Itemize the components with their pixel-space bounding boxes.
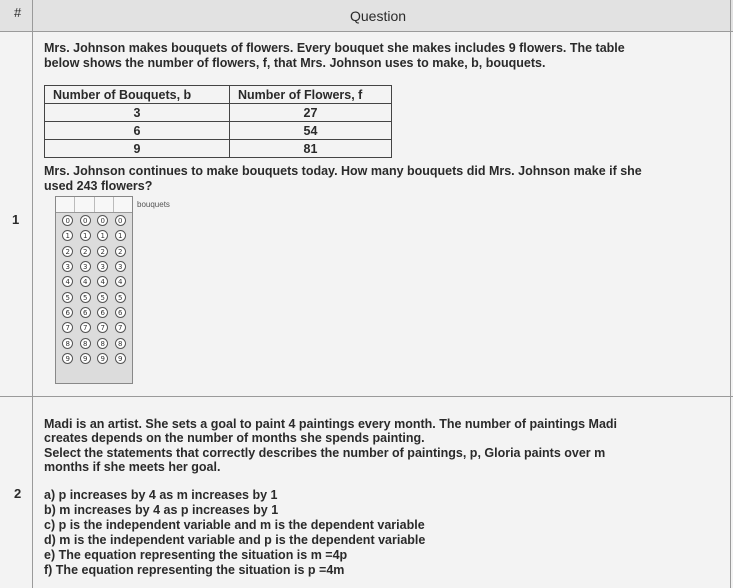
option-a[interactable]: a) p increases by 4 as m increases by 1 xyxy=(44,488,278,502)
digit-bubble[interactable]: 5 xyxy=(62,292,73,303)
bubble-row xyxy=(56,289,132,304)
bubble-row xyxy=(56,320,132,335)
digit-bubble[interactable]: 4 xyxy=(115,276,126,287)
table-row xyxy=(45,122,392,140)
q2-text-line-2: creates depends on the number of months she spends painting. xyxy=(44,431,425,445)
digit-bubble[interactable]: 0 xyxy=(97,215,108,226)
question-2-number: 2 xyxy=(14,486,22,501)
q1-text-line-1: Mrs. Johnson makes bouquets of flowers. Every bouquet she makes includes 9 flowers. The table xyxy=(44,41,625,55)
bubble-row xyxy=(56,351,132,366)
table-cell: 9 xyxy=(45,140,230,158)
column-divider xyxy=(32,0,33,588)
digit-bubble[interactable]: 1 xyxy=(97,230,108,241)
table-cell: 27 xyxy=(230,104,392,122)
grid-label: bouquets xyxy=(137,200,170,209)
digit-bubble[interactable]: 3 xyxy=(62,261,73,272)
q2-text-line-1: Madi is an artist. She sets a goal to paint 4 paintings every month. The number of paintings Madi xyxy=(44,417,618,431)
table-header-bouquets: Number of Bouquets, b xyxy=(45,86,230,104)
bubble-row xyxy=(56,274,132,289)
digit-bubble[interactable]: 3 xyxy=(115,261,126,272)
bubble-row xyxy=(56,244,132,259)
digit-bubble[interactable]: 7 xyxy=(80,322,91,333)
question-column-header: Question xyxy=(350,8,407,24)
table-header-flowers: Number of Flowers, f xyxy=(230,86,392,104)
answer-entry-boxes[interactable] xyxy=(56,197,132,213)
digit-bubble[interactable]: 7 xyxy=(97,322,108,333)
q1-text-line-2: below shows the number of flowers, f, that Mrs. Johnson uses to make, b, bouquets. xyxy=(44,56,546,70)
table-cell: 81 xyxy=(230,140,392,158)
bubble-row xyxy=(56,213,132,228)
table-cell: 3 xyxy=(45,104,230,122)
digit-bubble[interactable]: 8 xyxy=(97,338,108,349)
digit-bubble[interactable]: 4 xyxy=(62,276,73,287)
digit-bubble[interactable]: 0 xyxy=(115,215,126,226)
digit-bubble[interactable]: 5 xyxy=(115,292,126,303)
table-cell: 6 xyxy=(45,122,230,140)
table-header-row xyxy=(0,0,733,32)
digit-bubble[interactable]: 1 xyxy=(80,230,91,241)
q1-text-line-3: Mrs. Johnson continues to make bouquets today. How many bouquets did Mrs. Johnson make if she xyxy=(44,164,642,178)
digit-bubble[interactable]: 6 xyxy=(97,307,108,318)
digit-bubble[interactable]: 0 xyxy=(62,215,73,226)
entry-box[interactable] xyxy=(95,197,114,212)
bubble-row xyxy=(56,259,132,274)
q2-text-line-3: Select the statements that correctly describes the number of paintings, p, Gloria paints over m xyxy=(44,446,606,460)
digit-bubble[interactable]: 2 xyxy=(62,246,73,257)
digit-bubble[interactable]: 6 xyxy=(80,307,91,318)
digit-bubble[interactable]: 4 xyxy=(97,276,108,287)
digit-bubble[interactable]: 7 xyxy=(115,322,126,333)
digit-bubble[interactable]: 8 xyxy=(80,338,91,349)
answer-bubble-grid[interactable] xyxy=(55,196,133,384)
digit-bubble[interactable]: 7 xyxy=(62,322,73,333)
digit-bubble[interactable]: 5 xyxy=(80,292,91,303)
digit-bubble[interactable]: 9 xyxy=(62,353,73,364)
entry-box[interactable] xyxy=(75,197,94,212)
table-row xyxy=(45,140,392,158)
digit-bubble[interactable]: 8 xyxy=(115,338,126,349)
entry-box[interactable] xyxy=(114,197,132,212)
option-e[interactable]: e) The equation representing the situation is m =4p xyxy=(44,548,348,562)
table-cell: 54 xyxy=(230,122,392,140)
digit-bubble[interactable]: 3 xyxy=(97,261,108,272)
digit-bubble[interactable]: 9 xyxy=(80,353,91,364)
digit-bubble[interactable]: 6 xyxy=(62,307,73,318)
number-column-header: # xyxy=(14,5,22,20)
digit-bubble[interactable]: 4 xyxy=(80,276,91,287)
row-divider xyxy=(0,396,733,397)
digit-bubble[interactable]: 1 xyxy=(115,230,126,241)
bouquet-flower-table xyxy=(44,85,392,158)
option-b[interactable]: b) m increases by 4 as p increases by 1 xyxy=(44,503,279,517)
question-1-number: 1 xyxy=(12,212,20,227)
digit-bubble[interactable]: 9 xyxy=(97,353,108,364)
digit-bubble[interactable]: 3 xyxy=(80,261,91,272)
table-row xyxy=(45,104,392,122)
digit-bubble[interactable]: 2 xyxy=(97,246,108,257)
bubble-row xyxy=(56,335,132,350)
digit-bubble[interactable]: 9 xyxy=(115,353,126,364)
bubble-row xyxy=(56,305,132,320)
digit-bubble[interactable]: 8 xyxy=(62,338,73,349)
option-c[interactable]: c) p is the independent variable and m is the dependent variable xyxy=(44,518,425,532)
digit-bubble[interactable]: 0 xyxy=(80,215,91,226)
digit-bubble[interactable]: 5 xyxy=(97,292,108,303)
q2-text-line-4: months if she meets her goal. xyxy=(44,460,221,474)
digit-bubble[interactable]: 6 xyxy=(115,307,126,318)
entry-box[interactable] xyxy=(56,197,75,212)
right-border xyxy=(730,0,731,588)
option-d[interactable]: d) m is the independent variable and p is the dependent variable xyxy=(44,533,426,547)
digit-bubble[interactable]: 2 xyxy=(80,246,91,257)
q1-text-line-4: used 243 flowers? xyxy=(44,179,153,193)
digit-bubble[interactable]: 2 xyxy=(115,246,126,257)
digit-bubble[interactable]: 1 xyxy=(62,230,73,241)
option-f[interactable]: f) The equation representing the situation is p =4m xyxy=(44,563,345,577)
bubble-row xyxy=(56,228,132,243)
